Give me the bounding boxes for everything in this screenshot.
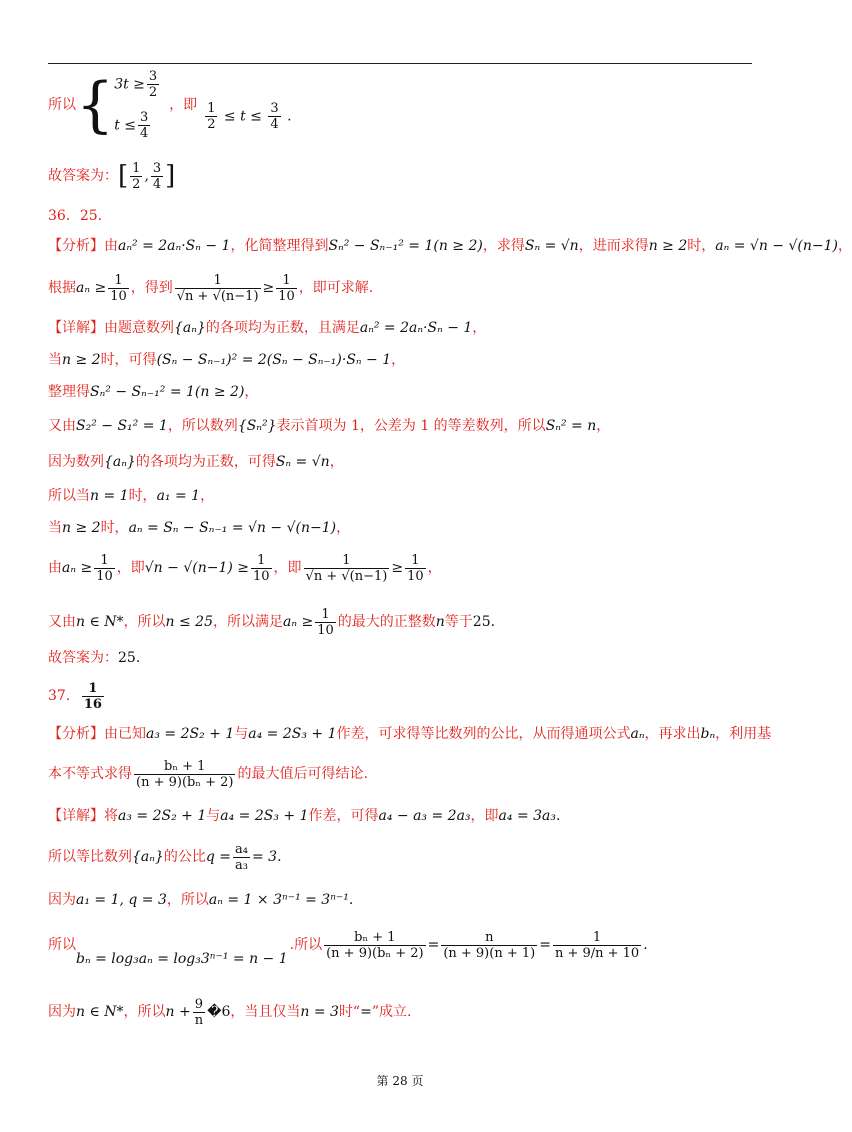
p35-answer-frac2: $\frac{3}{4}$: [152, 160, 162, 192]
p35-suoyi: 所以: [48, 97, 76, 113]
p37-detail-line4: 所以 bₙ = log₃aₙ = log₃3ⁿ⁻¹ = n − 1 .所以 $\frac{\text{bₙ + 1}}{\text{(n + 9)(bₙ + 2)}}$ = $\frac{n}{(n + 9)(n + 1)}$ = $\frac{1}{n + 9/n + 10}$ .: [48, 929, 648, 967]
p36-answer-label: 故答案为：: [48, 650, 118, 666]
detail-tag: 【详解】: [48, 320, 104, 336]
p36-number: 36．25．: [48, 208, 112, 224]
left-brace: {: [76, 70, 115, 140]
p35-answer-label: 故答案为：: [48, 168, 118, 184]
p35-system: [114, 69, 161, 141]
p37-number-frac: $\frac{1}{16}$: [83, 680, 102, 712]
p35-sys-frac2: $\frac{3}{4}$: [140, 110, 149, 141]
p36-analysis-line1: 【分析】由aₙ² = 2aₙ·Sₙ − 1，化简整理得到Sₙ² − Sₙ₋₁² = 1(n ≥ 2)，求得Sₙ = √n，进而求得n ≥ 2时，aₙ = √n − √(n−1)，: [48, 238, 852, 254]
p36-analysis-line2: 根据 aₙ ≥ $\frac{1}{10}$ ，得到 $\frac{1}{√n + √(n-1)}$ ≥ $\frac{1}{10}$ ，即可求解.: [48, 272, 374, 304]
page-footer: 第 28 页: [376, 1074, 424, 1088]
p36-detail-line5: 因为数列{aₙ}的各项均为正数，可得Sₙ = √n，: [48, 454, 344, 470]
p37-analysis-line2: 本不等式求得 $\frac{\text{bₙ + 1}}{\text{(n + 9)(bₙ + 2)}}$ 的最大值后可得结论.: [48, 758, 368, 790]
p37-detail-line5: 因为 n ∈ N* ，所以 n + $\frac{9}{n}$ �6 ，当且仅当 n = 3 时“ = ”成立.: [48, 996, 412, 1028]
detail-tag-37: 【详解】: [48, 808, 104, 824]
p35-sys-line2: t ≤: [114, 117, 136, 134]
p35-answer-frac1: $\frac{1}{2}$: [132, 160, 141, 192]
analysis-tag-37: 【分析】: [48, 726, 104, 742]
p36-answer-value: 25: [118, 650, 136, 666]
p35-inequality: $\frac{1}{2}$ ≤ t ≤ $\frac{3}{4}$ .: [207, 100, 292, 132]
p37-number-line: [48, 676, 106, 716]
p37-analysis-line1: 【分析】由已知a₃ = 2S₂ + 1与a₄ = 2S₃ + 1作差，可求得等比数列的公比，从而得通项公式aₙ，再求出bₙ，利用基: [48, 726, 772, 742]
p36-answer-line: 故答案为：25.: [48, 650, 141, 666]
p36-detail-line9: 又由 n ∈ N* ，所以 n ≤ 25 ，所以满足 aₙ ≥ $\frac{1}{10}$ 的最大的正整数 n 等于 25 .: [48, 606, 496, 638]
p36-detail-line1: 【详解】由题意数列{aₙ}的各项均为正数，且满足aₙ² = 2aₙ·Sₙ − 1，: [48, 320, 487, 336]
p37-detail-line1: 【详解】将a₃ = 2S₂ + 1与a₄ = 2S₃ + 1作差，可得a₄ − a₃ = 2a₃，即a₄ = 3a₃.: [48, 808, 561, 824]
p35-sys-line1: 3t ≥: [114, 76, 145, 93]
p36-detail-line2: 当n ≥ 2时，可得(Sₙ − Sₙ₋₁)² = 2(Sₙ − Sₙ₋₁)·Sₙ − 1，: [48, 352, 406, 368]
p35-ji: ，即: [169, 97, 198, 113]
p37-detail-line3: 因为a₁ = 1, q = 3，所以aₙ = 1 × 3ⁿ⁻¹ = 3ⁿ⁻¹.: [48, 892, 354, 908]
p35-answer-line: 故答案为： [ $\frac{1}{2}$ , $\frac{3}{4}$ ]: [48, 160, 176, 192]
p36-detail-line6: 所以当n = 1时，a₁ = 1，: [48, 488, 215, 504]
p36-detail-line4: 又由S₂² − S₁² = 1，所以数列{Sₙ²}表示首项为 1，公差为 1 的等差数列，所以Sₙ² = n，: [48, 418, 611, 434]
p36-detail-line7: 当n ≥ 2时，aₙ = Sₙ − Sₙ₋₁ = √n − √(n−1)，: [48, 520, 351, 536]
p36-detail-line3: 整理得Sₙ² − Sₙ₋₁² = 1(n ≥ 2)，: [48, 384, 259, 400]
analysis-tag: 【分析】: [48, 238, 104, 254]
p35-system-line: [48, 70, 292, 140]
p37-detail-line2: 所以等比数列 {aₙ} 的公比 q = $\frac{\text{a₄}}{\text{a₃}}$ = 3 .: [48, 841, 282, 873]
p36-detail-line8: 由 aₙ ≥ $\frac{1}{10}$ ，即 √n − √(n−1) ≥ $\frac{1}{10}$ ，即 $\frac{1}{√n + √(n-1)}$ ≥ $\frac{1}{10}$ ，: [48, 552, 442, 584]
p35-sys-frac1: $\frac{3}{2}$: [148, 69, 158, 100]
p37-number: 37．: [48, 688, 80, 704]
header-rule: [48, 63, 752, 64]
